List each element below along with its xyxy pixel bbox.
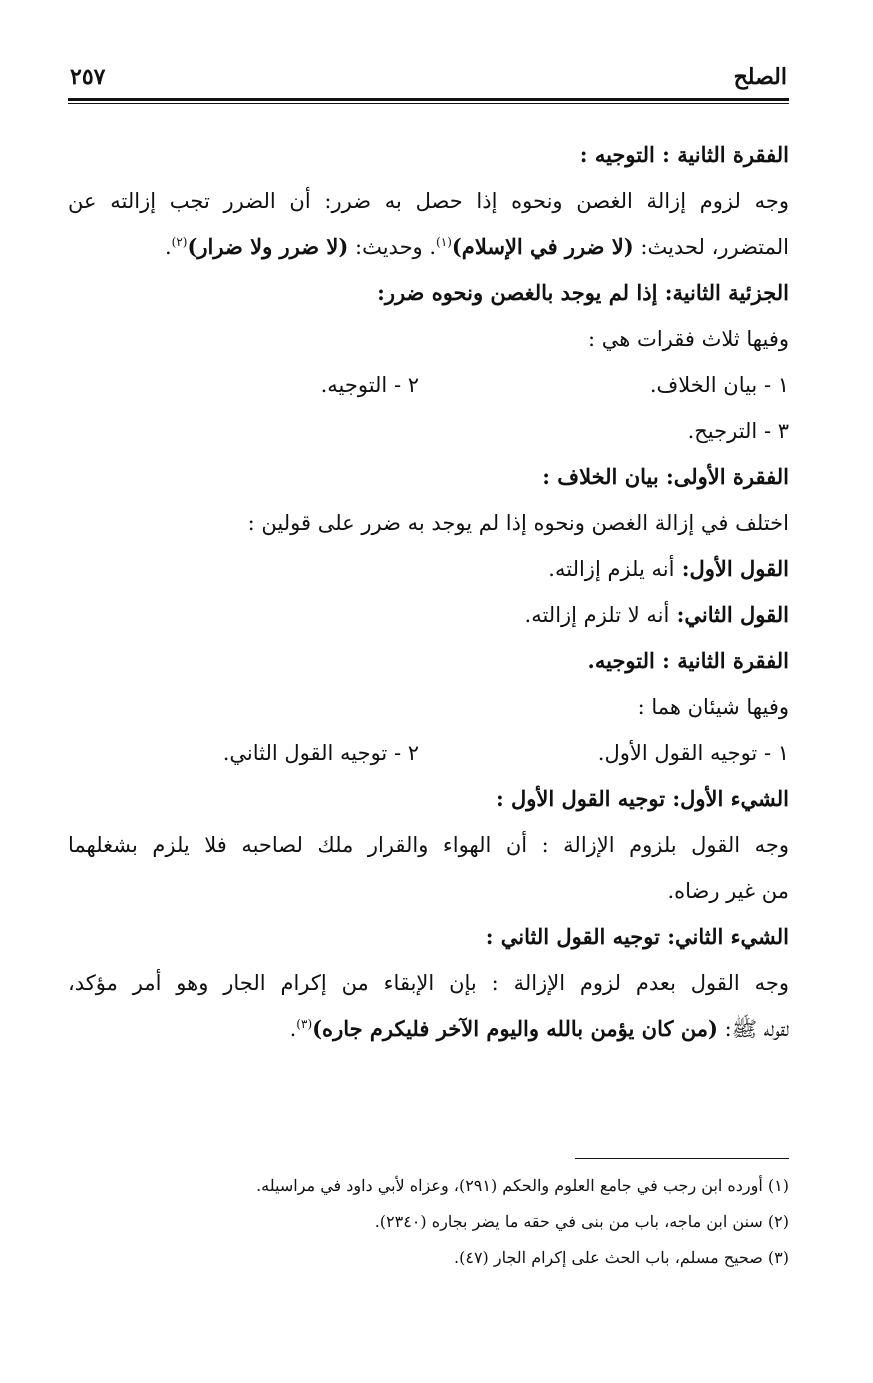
footnote: (١) أورده ابن رجب في جامع العلوم والحكم (٢٩١)، وعزاه لأبي داود في مراسيله. (256, 1176, 789, 1195)
list-item: ٢ - توجيه القول الثاني. (222, 741, 419, 765)
paragraph-line: وفيها ثلاث فقرات هي : (588, 327, 789, 351)
footnote: (٣) صحيح مسلم، باب الحث على إكرام الجار (٤٧). (454, 1248, 789, 1267)
header-rule-thick (68, 98, 789, 101)
section-heading: الفقرة الأولى: بيان الخلاف : (542, 464, 789, 489)
paragraph-line: وجه القول بعدم لزوم الإزالة : بإن الإبقاء من إكرام الجار وهو أمر مؤكد، (68, 971, 789, 995)
list-item: ١ - توجيه القول الأول. (597, 741, 789, 765)
paragraph-line: اختلف في إزالة الغصن ونحوه إذا لم يوجد به ضرر على قولين : (247, 511, 789, 535)
header-rule-thin (68, 103, 789, 104)
chapter-title: الصلح (733, 64, 787, 90)
section-heading: الفقرة الثانية : التوجيه : (579, 142, 789, 167)
paragraph-line: لقوله ﷺ: (من كان يؤمن بالله واليوم الآخر فليكرم جاره)$^{(٣)}$. (289, 1016, 789, 1041)
list-row (68, 740, 789, 786)
hadith-quote: (لا ضرر في الإسلام) (451, 234, 634, 259)
footnote-ref: (٣) (296, 1017, 313, 1031)
section-heading: الشيء الثاني: توجيه القول الثاني : (485, 924, 789, 949)
section-heading: الجزئية الثانية: إذا لم يوجد بالغصن ونحوه ضرر: (377, 280, 789, 305)
paragraph-line: القول الأول: أنه يلزم إزالته. (548, 556, 789, 581)
section-heading: الفقرة الثانية : التوجيه. (587, 648, 789, 673)
footnote: (٢) سنن ابن ماجه، باب من بنى في حقه ما يضر بجاره (٢٣٤٠). (374, 1212, 789, 1231)
paragraph-line: المتضرر، لحديث: (لا ضرر في الإسلام)$^{(١)}$. وحديث: (لا ضرر ولا ضرار)$^{(٢)}$. (164, 234, 789, 259)
main-text (68, 142, 789, 1062)
list-row (68, 372, 789, 418)
hadith-quote: (من كان يؤمن بالله واليوم الآخر فليكرم جاره) (312, 1016, 718, 1041)
paragraph-line: وجه القول بلزوم الإزالة : أن الهواء والقرار ملك لصاحبه فلا يلزم بشغلهما (68, 833, 789, 857)
hadith-quote: (لا ضرر ولا ضرار) (187, 234, 349, 259)
footnotes (68, 1176, 789, 1284)
list-item: ١ - بيان الخلاف. (649, 373, 789, 397)
footnote-separator (575, 1158, 789, 1159)
section-heading: الشيء الأول: توجيه القول الأول : (495, 786, 789, 811)
page-header (70, 64, 787, 98)
paragraph-line: القول الثاني: أنه لا تلزم إزالته. (524, 602, 789, 627)
paragraph-line: وفيها شيئان هما : (637, 695, 789, 719)
footnote-ref: (١) (436, 235, 452, 249)
paragraph-line: وجه لزوم إزالة الغصن ونحوه إذا حصل به ضرر: أن الضرر تجب إزالته عن (68, 189, 789, 213)
page-number: ٢٥٧ (70, 64, 106, 90)
list-item: ٢ - التوجيه. (320, 373, 419, 397)
paragraph-line: من غير رضاه. (667, 879, 789, 903)
footnote-ref: (٢) (171, 235, 188, 249)
list-item: ٣ - الترجيح. (687, 419, 789, 443)
